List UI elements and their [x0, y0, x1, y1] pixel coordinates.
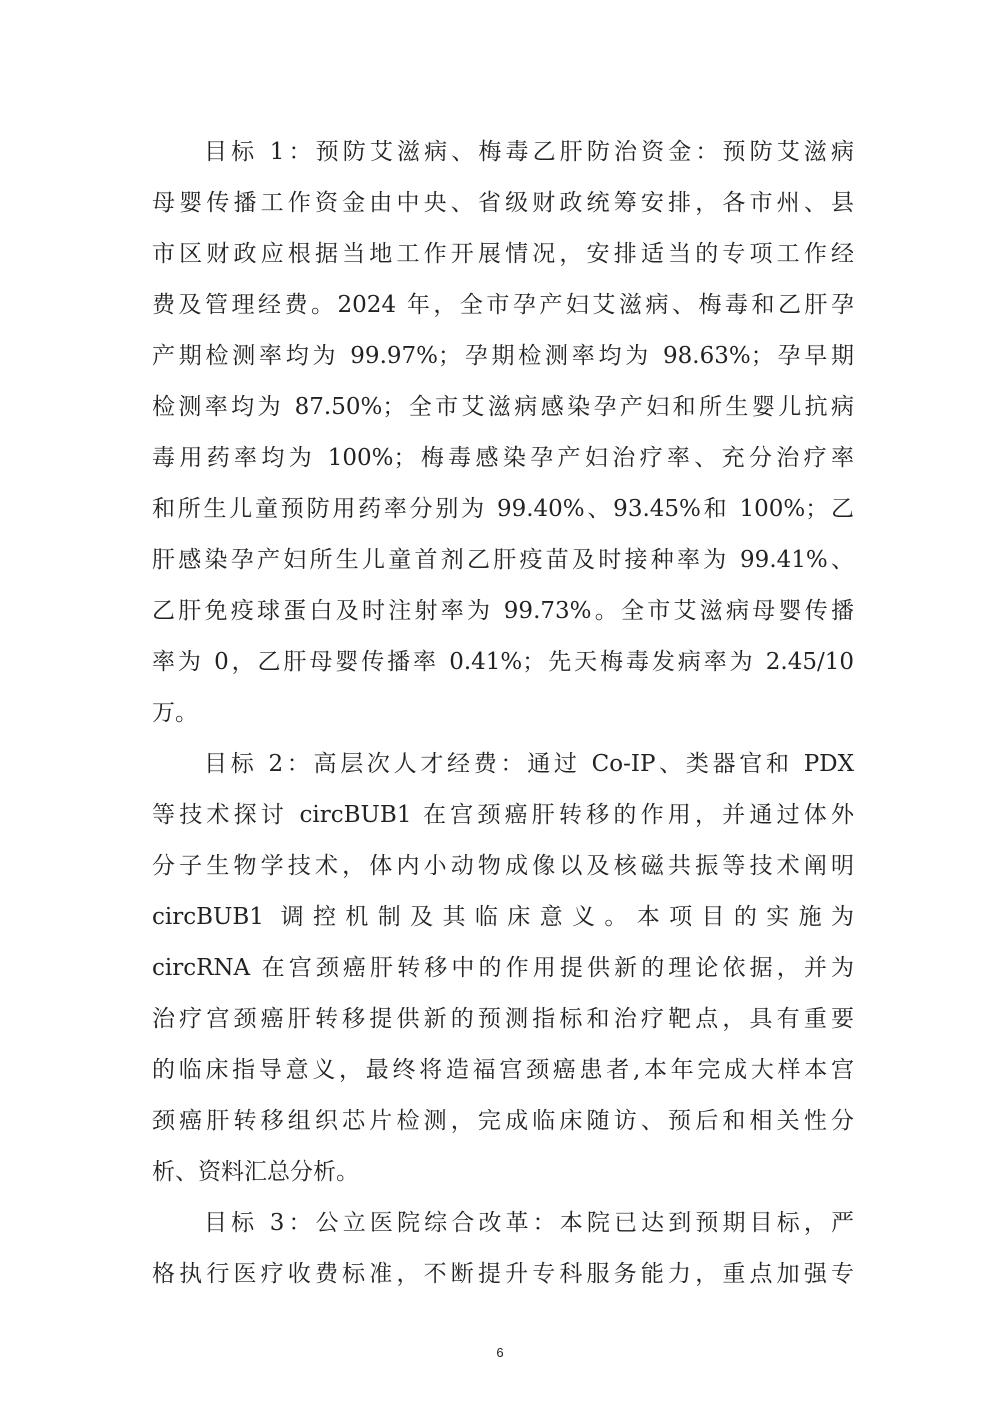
- text-line: 毒用药率均为 100%；梅毒感染孕产妇治疗率、充分治疗率: [152, 445, 854, 471]
- text-line: 目标 2：高层次人才经费：通过 Co-IP、类器官和 PDX: [204, 751, 854, 777]
- paragraph-goal-3: [152, 1198, 854, 1300]
- text-line: 颈癌肝转移组织芯片检测，完成临床随访、预后和相关性分: [152, 1108, 854, 1134]
- text-line: 肝感染孕产妇所生儿童首剂乙肝疫苗及时接种率为 99.41%、: [152, 547, 854, 573]
- text-line: 市区财政应根据当地工作开展情况，安排适当的专项工作经: [152, 241, 854, 267]
- text-line: 的临床指导意义，最终将造福宫颈癌患者,本年完成大样本宫: [152, 1057, 854, 1083]
- text-line: 和所生儿童预防用药率分别为 99.40%、93.45%和 100%；乙: [152, 496, 854, 522]
- text-line: 等技术探讨 circBUB1 在宫颈癌肝转移的作用，并通过体外: [152, 802, 854, 828]
- text-line: 万。: [152, 700, 198, 726]
- text-line: 分子生物学技术，体内小动物成像以及核磁共振等技术阐明: [152, 853, 854, 879]
- text-line: 目标 1：预防艾滋病、梅毒乙肝防治资金：预防艾滋病: [204, 139, 854, 165]
- paragraph-goal-1: [152, 127, 854, 739]
- paragraph-goal-2: [152, 739, 854, 1198]
- text-line: 率为 0，乙肝母婴传播率 0.41%；先天梅毒发病率为 2.45/10: [152, 649, 854, 675]
- page-number: 6: [496, 1345, 504, 1360]
- text-line: 格执行医疗收费标准，不断提升专科服务能力，重点加强专: [152, 1261, 854, 1287]
- text-line: 产期检测率均为 99.97%；孕期检测率均为 98.63%；孕早期: [152, 343, 854, 369]
- text-line: circRNA 在宫颈癌肝转移中的作用提供新的理论依据，并为: [152, 955, 854, 981]
- text-line: circBUB1 调控机制及其临床意义。本项目的实施为: [152, 904, 854, 930]
- text-line: 乙肝免疫球蛋白及时注射率为 99.73%。全市艾滋病母婴传播: [152, 598, 854, 624]
- body-text: [152, 127, 854, 1300]
- text-line: 母婴传播工作资金由中央、省级财政统筹安排，各市州、县: [152, 190, 854, 216]
- text-line: 检测率均为 87.50%；全市艾滋病感染孕产妇和所生婴儿抗病: [152, 394, 854, 420]
- text-line: 析、资料汇总分析。: [152, 1159, 359, 1185]
- text-line: 治疗宫颈癌肝转移提供新的预测指标和治疗靶点，具有重要: [152, 1006, 854, 1032]
- text-line: 费及管理经费。2024 年，全市孕产妇艾滋病、梅毒和乙肝孕: [152, 292, 854, 318]
- text-line: 目标 3：公立医院综合改革：本院已达到预期目标，严: [204, 1210, 854, 1236]
